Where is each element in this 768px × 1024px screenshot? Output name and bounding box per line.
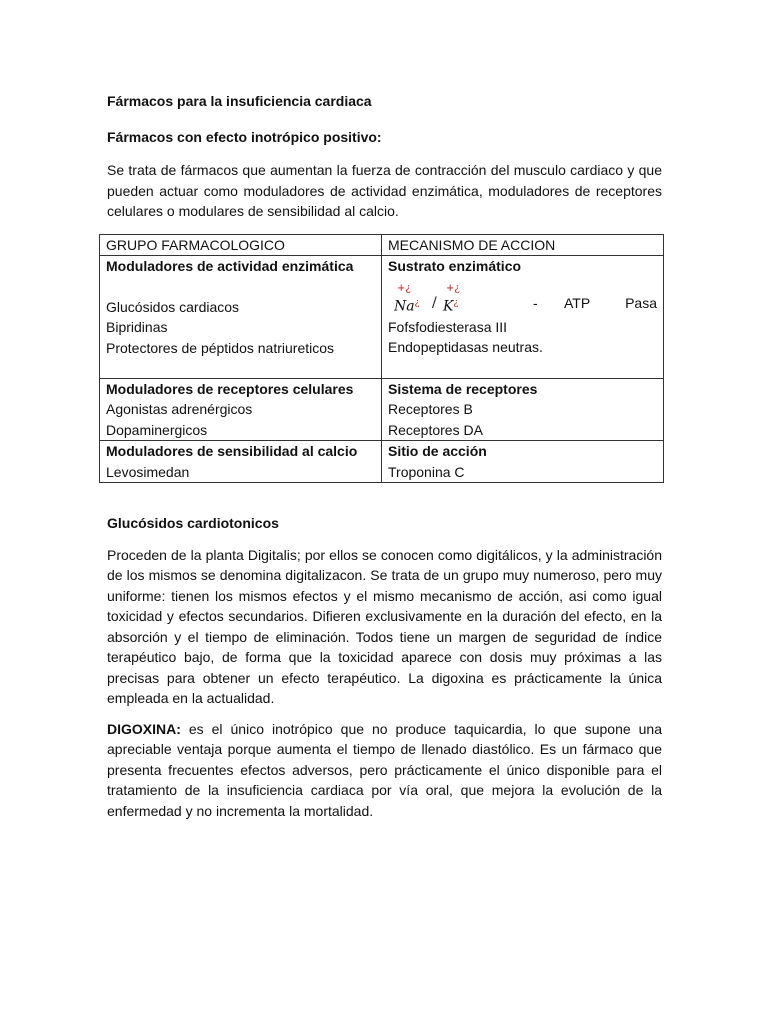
list-item: Receptores B xyxy=(388,401,473,417)
list-item: Endopeptidasas neutras. xyxy=(388,339,543,355)
table-header-cell: MECANISMO DE ACCION xyxy=(382,234,664,256)
table-row xyxy=(100,256,664,379)
mechanism-title: Sistema de receptores xyxy=(388,380,538,397)
list-item: Bipridinas xyxy=(106,319,168,335)
list-item: Fofsfodiesterasa III xyxy=(388,318,508,335)
formula-pasa: Pasa xyxy=(625,294,657,311)
digoxina-paragraph xyxy=(107,719,662,822)
group-title: Moduladores de receptores celulares xyxy=(106,380,354,397)
formula-atp: ATP xyxy=(564,294,591,311)
table-cell xyxy=(100,256,382,379)
group-title: Moduladores de actividad enzimática xyxy=(106,258,354,274)
list-item: Receptores DA xyxy=(388,421,483,438)
list-item: Glucósidos cardiacos xyxy=(106,298,240,315)
list-item: Protectores de péptidos natriureticos xyxy=(106,339,335,356)
intro-paragraph: Se trata de fármacos que aumentan la fuerza de contracción del musculo cardiaco y que pueden actuar como moduladores de actividad enzimática, moduladores de receptores celulares o modulares de sensibilidad al calcio. xyxy=(107,162,662,219)
document-title: Fármacos para la insuficiencia cardiaca xyxy=(107,93,372,109)
digoxina-label: DIGOXINA: xyxy=(107,720,181,737)
table-row xyxy=(100,441,664,483)
table-cell xyxy=(382,256,664,379)
table-header-cell: GRUPO FARMACOLOGICO xyxy=(100,234,382,256)
document-page xyxy=(107,91,662,831)
pharmacology-table xyxy=(99,234,664,484)
list-item: Troponina C xyxy=(388,463,465,480)
formula-slash: / xyxy=(432,294,437,311)
group-title: Moduladores de sensibilidad al calcio xyxy=(106,443,358,459)
table-header-row xyxy=(100,234,664,256)
section-heading: Glucósidos cardiotonicos xyxy=(107,515,279,531)
body-paragraph: Proceden de la planta Digitalis; por ellos se conocen como digitálicos, y la administración de los mismos se denomina digitalizacon. Se trata de un grupo muy numeroso, pero muy uniforme: tienen los mismos efectos y el mismo mecanismo de acción, asi como igual toxicidad y efectos secundarios. Difieren exclusivamente en la duración del efecto, en la absorción y el tiempo de eliminación. Todos tiene un margen de seguridad de índice terapéutico bajo, de forma que la toxicidad aparece con dosis muy próximas a las precisas para obtener un efecto terapéutico. La digoxina es prácticamente la única empleada en la actualidad. xyxy=(107,546,662,706)
table-cell xyxy=(100,378,382,441)
list-item: Dopaminergicos xyxy=(106,421,208,438)
table-cell xyxy=(100,441,382,483)
section-subtitle: Fármacos con efecto inotrópico positivo: xyxy=(107,128,382,145)
sodium-potassium-formula: +¿ Na¿ / +¿ K¿ - ATP Pasa xyxy=(394,282,657,315)
table-row xyxy=(100,378,664,441)
list-item: Agonistas adrenérgicos xyxy=(106,401,253,417)
list-item: Levosimedan xyxy=(106,463,190,480)
mechanism-title: Sustrato enzimático xyxy=(388,258,522,274)
formula-dash: - xyxy=(533,294,538,311)
table-cell xyxy=(382,378,664,441)
mechanism-title: Sitio de acción xyxy=(388,443,487,459)
table-cell xyxy=(382,441,664,483)
digoxina-text: es el único inotrópico que no produce taquicardia, lo que supone una apreciable ventaja porque aumenta el tiempo de llenado diastólico. Es un fármaco que presenta frecuentes efectos adversos, pero prácticamente el único disponible para el tratamiento de la insuficiencia cardiaca por vía oral, que mejora la evolución de la enfermedad y no incrementa la mortalidad. xyxy=(107,720,662,819)
